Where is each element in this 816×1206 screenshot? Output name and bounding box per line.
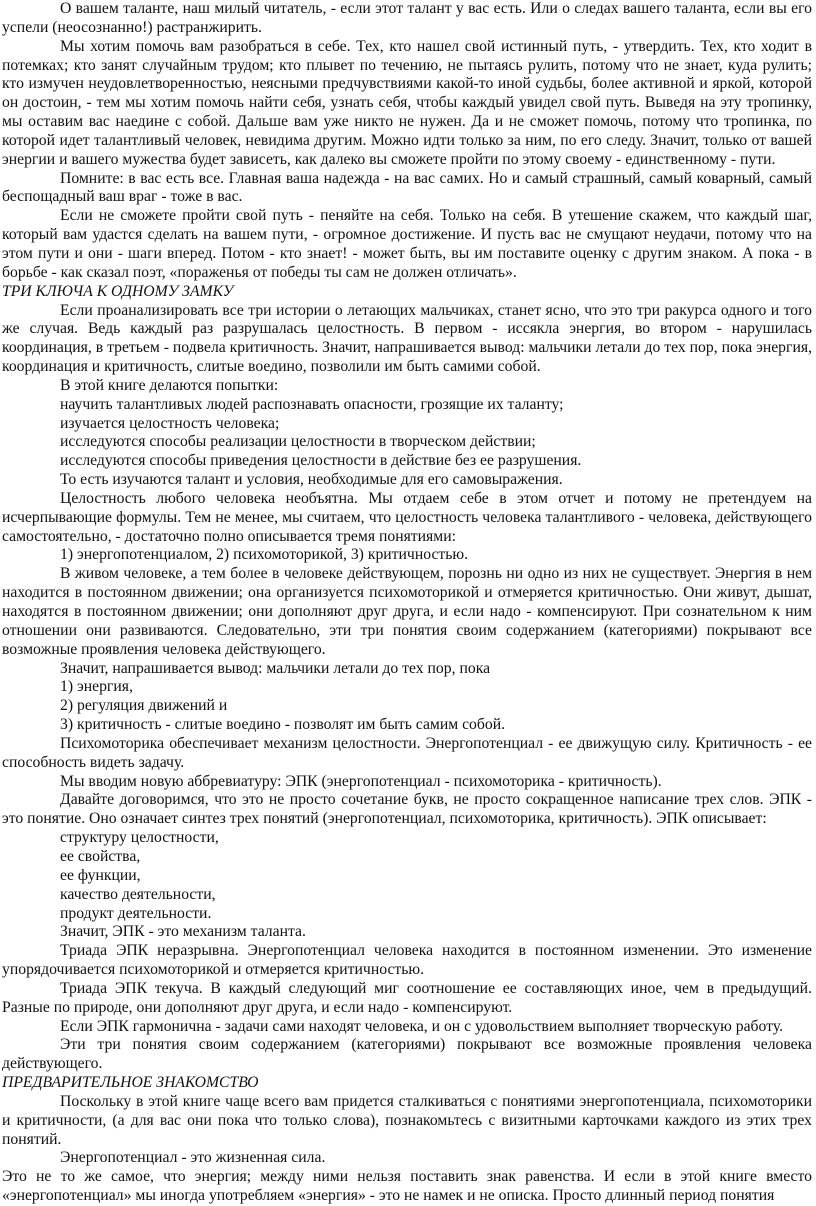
list-item: исследуются способы приведения целостности в действие без ее разрушения.: [60, 452, 582, 470]
paragraph: Если ЭПК гармонична - задачи сами находят человека, и он с удовольствием выполняет творческую работу.: [60, 1017, 784, 1035]
list-item: 3) критичность - слитые воедино - позволят им быть самим собой.: [60, 716, 506, 734]
paragraph: Если не сможете пройти свой путь - пеняйте на себя. Только на себя. В утешение скажем, что каждый шаг, который вам удастся сделать на вашем пути, - огромное достижение. И пусть вас не смущают неудачи, потому что на этом пути и они - шаги вперед. Потом - кто знает! - может быть, вы им поставите оценку с другим знаком. А пока - в борьбе - как сказал поэт, «пораженья от победы ты сам не должен отличать».: [2, 207, 812, 281]
paragraph: Мы вводим новую аббревиатуру: ЭПК (энергопотенциал - психомоторика - критичность).: [60, 772, 662, 790]
paragraph: То есть изучаются талант и условия, необходимые для его самовыражения.: [60, 471, 563, 489]
list-item: ее свойства,: [60, 847, 141, 865]
list-item: качество деятельности,: [60, 885, 216, 903]
list-item: структуру целостности,: [60, 829, 219, 847]
paragraph: Значит, напрашивается вывод: мальчики летали до тех пор, пока: [60, 659, 491, 677]
list-item: исследуются способы реализации целостности в творческом действии;: [60, 433, 536, 451]
list-item: продукт деятельности.: [60, 904, 212, 922]
paragraph: Помните: в вас есть все. Главная ваша надежда - на вас самих. Но и самый страшный, самый коварный, самый беспощадный ваш враг - тоже в вас.: [2, 169, 812, 206]
paragraph: Психомоторика обеспечивает механизм целостности. Энергопотенциал - ее движущую силу. Критичность - ее способность видеть задачу.: [2, 734, 812, 771]
section-heading: ТРИ КЛЮЧА К ОДНОМУ ЗАМКУ: [2, 282, 234, 300]
paragraph: В этой книге делаются попытки:: [60, 376, 279, 394]
paragraph: Это не то же самое, что энергия; между ними нельзя поставить знак равенства. И если в этой книге вместо «энергопотенциал» мы иногда употребляем «энергия» - это не намек и не описка. Просто длинный период понятия: [2, 1168, 812, 1205]
list-item: ее функции,: [60, 866, 141, 884]
paragraph: Эти три понятия своим содержанием (категориями) покрывают все возможные проявления человека действующего.: [2, 1036, 812, 1073]
paragraph: Мы хотим помочь вам разобраться в себе. Тех, кто нашел свой истинный путь, - утвердить. Тех, кто ходит в потемках; кто занят случайным трудом; кто плывет по течению, не пытаясь рулить, потому что не знает, куда рулить; кто измучен неудовлетворенностью, неясными предчувствиями какой-то иной судьбы, более активной и яркой, которой он достоин, - тем мы хотим помочь найти себя, узнать себя, чтобы каждый увидел свой путь. Выведя на эту тропинку, мы оставим вас наедине с собой. Дальше вам уже никто не нужен. Да и не сможет помочь, потому что тропинка, по которой идет талантливый человек, невидима другим. Можно идти только за ним, по его следу. Значит, только от вашей энергии и вашего мужества будет зависеть, как далеко вы сможете пройти по этому своему - единственному - пути.: [2, 37, 812, 168]
paragraph: Поскольку в этой книге чаще всего вам придется сталкиваться с понятиями энергопотенциала, психомоторики и критичности, (а для вас они пока что только слова), познакомьтесь с визитными карточками каждого из этих трех понятий.: [2, 1092, 812, 1148]
paragraph: Энергопотенциал - это жизненная сила.: [60, 1149, 326, 1167]
paragraph: Целостность любого человека необъятна. Мы отдаем себе в этом отчет и потому не претендуем на исчерпывающие формулы. Тем не менее, мы считаем, что целостность человека талантливого - человека, действующего самостоятельно, - достаточно полно описывается тремя понятиями:: [2, 489, 812, 545]
paragraph: Давайте договоримся, что это не просто сочетание букв, не просто сокращенное написание трех слов. ЭПК - это понятие. Оно означает синтез трех понятий (энергопотенциал, психомоторика, критичность). ЭПК описывает:: [2, 791, 812, 828]
list-item: научить талантливых людей распознавать опасности, грозящие их таланту;: [60, 395, 564, 413]
paragraph: О вашем таланте, наш милый читатель, - если этот талант у вас есть. Или о следах вашего таланта, если вы его успели (неосознанно!) растранжирить.: [2, 0, 812, 36]
list-item: 1) энергопотенциалом, 2) психомоторикой, 3) критичностью.: [60, 546, 469, 564]
list-item: 2) регуляция движений и: [60, 697, 228, 715]
paragraph: Триада ЭПК текуча. В каждый следующий миг соотношение ее составляющих иное, чем в предыдущий. Разные по природе, они дополняют друг друга, и если надо - компенсируют.: [2, 979, 812, 1016]
list-item: 1) энергия,: [60, 678, 133, 696]
section-heading: ПРЕДВАРИТЕЛЬНОЕ ЗНАКОМСТВО: [2, 1074, 259, 1092]
paragraph: Если проанализировать все три истории о летающих мальчиках, станет ясно, что это три ракурса одного и того же случая. Ведь каждый раз разрушалась целостность. В первом - иссякла энергия, во втором - нарушилась координация, в третьем - подвела критичность. Значит, напрашивается вывод: мальчики летали до тех пор, пока энергия, координация и критичность, слитые воедино, позволили им быть самими собой.: [2, 301, 812, 376]
paragraph: В живом человеке, а тем более в человеке действующем, порознь ни одно из них не существует. Энергия в нем находится в постоянном движении; она организуется психомоторикой и отмеряется критичностью. Они живут, дышат, находятся в постоянном движении; они дополняют друг друга, и если надо - компенсируют. При сознательном к ним отношении они развиваются. Следовательно, эти три понятия своим содержанием (категориями) покрывают все возможные проявления человека действующего.: [2, 565, 812, 658]
paragraph: Значит, ЭПК - это механизм таланта.: [60, 923, 306, 941]
paragraph: Триада ЭПК неразрывна. Энергопотенциал человека находится в постоянном изменении. Это изменение упорядочивается психомоторикой и отмеряется критичностью.: [2, 942, 812, 979]
list-item: изучается целостность человека;: [60, 414, 280, 432]
